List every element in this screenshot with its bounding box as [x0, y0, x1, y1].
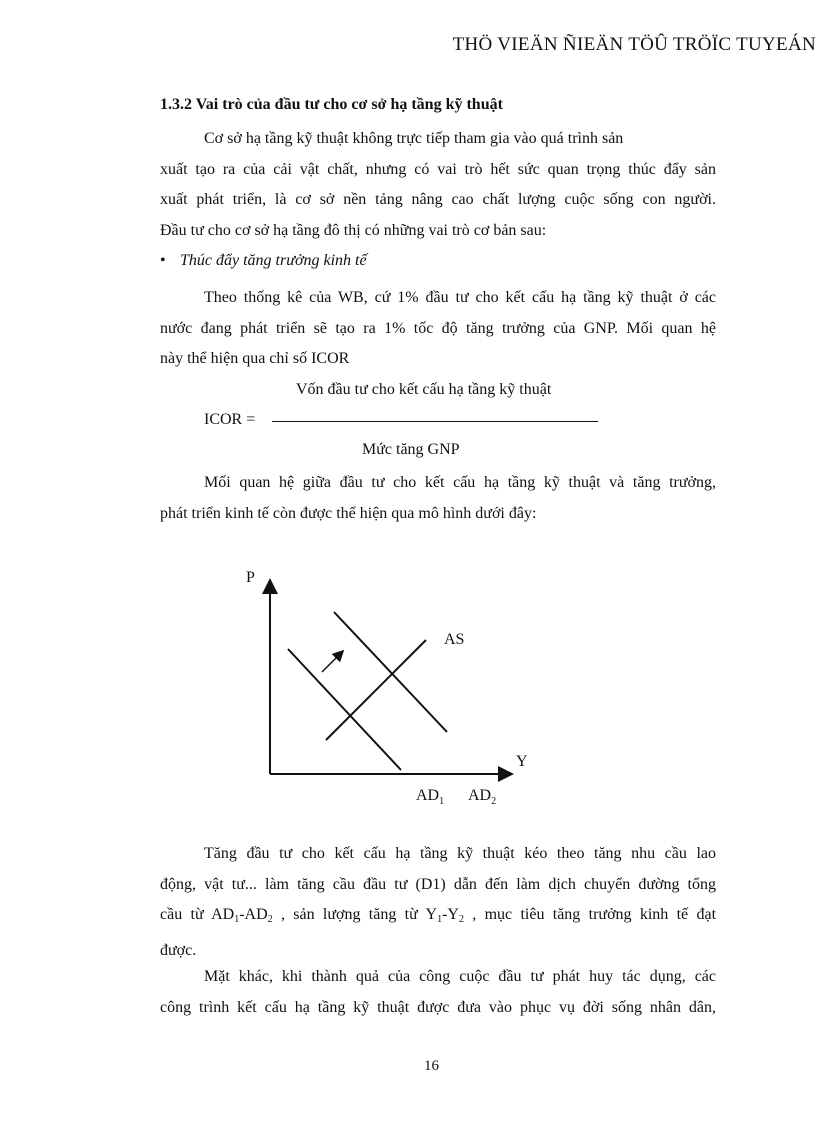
- text-line: Đầu tư cho cơ sở hạ tầng đô thị có những vai trò cơ bản sau:: [160, 221, 547, 239]
- text-line: được.: [160, 941, 197, 959]
- paragraph-shift: [160, 839, 716, 966]
- ad1-curve: [288, 649, 401, 770]
- text-line: công trình kết cấu hạ tầng kỹ thuật được đưa vào phục vụ đời sống nhân dân,: [160, 998, 716, 1016]
- text-line: phát triển kinh tế còn được thể hiện qua mô hình dưới đây:: [160, 504, 537, 522]
- text-line: Tăng đầu tư cho kết cấu hạ tầng kỹ thuật kéo theo tăng nhu cầu lao: [204, 845, 716, 862]
- text-line: xuất phát triển, là cơ sở nền tảng nâng cao chất lượng cuộc sống con người.: [160, 191, 716, 209]
- page-number: 16: [424, 1058, 439, 1074]
- text-line: này thể hiện qua chỉ số ICOR: [160, 350, 350, 368]
- formula-lhs: ICOR =: [204, 411, 256, 428]
- text-line: nước đang phát triển sẽ tạo ra 1% tốc độ tăng trưởng của GNP. Mối quan hệ: [160, 319, 716, 337]
- text-line: xuất tạo ra của cải vật chất, nhưng có vai trò hết sức quan trọng thúc đẩy sản: [160, 160, 716, 178]
- formula-fraction-bar: [272, 421, 598, 422]
- paragraph-other: [160, 962, 716, 1023]
- formula-numerator: Vốn đầu tư cho kết cấu hạ tầng kỹ thuật: [296, 381, 552, 398]
- page-header: THÖ VIEÄN ÑIEÄN TÖÛ TRÖÏC TUYEÁN: [452, 34, 816, 55]
- paragraph-intro: [160, 124, 716, 246]
- bullet-dot: •: [160, 252, 166, 269]
- as-curve: [326, 640, 426, 740]
- text-line: động, vật tư... làm tăng cầu đầu tư (D1) dẫn đến làm dịch chuyển đường tổng: [160, 875, 716, 893]
- section-heading: 1.3.2 Vai trò của đầu tư cho cơ sở hạ tầng kỹ thuật: [160, 96, 503, 113]
- ad-as-diagram: [230, 560, 550, 810]
- text-line: Cơ sở hạ tầng kỹ thuật không trực tiếp tham gia vào quá trình sản: [204, 130, 624, 147]
- as-label: AS: [444, 631, 465, 648]
- text-line: Theo thống kê của WB, cứ 1% đầu tư cho kết cấu hạ tầng kỹ thuật ở các: [204, 289, 716, 306]
- text-line: Mặt khác, khi thành quả của công cuộc đầu tư phát huy tác dụng, các: [204, 968, 716, 985]
- shift-arrow: [322, 654, 340, 672]
- text-line: Mối quan hệ giữa đầu tư cho kết cấu hạ tầng kỹ thuật và tăng trưởng,: [204, 474, 716, 491]
- bullet-text: Thúc đẩy tăng trưởng kinh tế: [180, 252, 367, 269]
- formula-denominator: Mức tăng GNP: [362, 441, 460, 458]
- axis-x-label: Y: [516, 753, 528, 770]
- text-line-shift: cầu từ $AD_1-AD_2$ , sản lượng tăng từ $Y_1-Y_2$ , mục tiêu tăng trưởng kinh tế đạt: [160, 906, 717, 926]
- ad1-label: $AD_1$: [416, 787, 445, 807]
- axis-y-label: P: [246, 569, 255, 586]
- bullet-item: [160, 252, 367, 270]
- ad2-label: $AD_2$: [468, 787, 497, 807]
- paragraph-model: [160, 468, 716, 529]
- paragraph-wb: [160, 283, 716, 375]
